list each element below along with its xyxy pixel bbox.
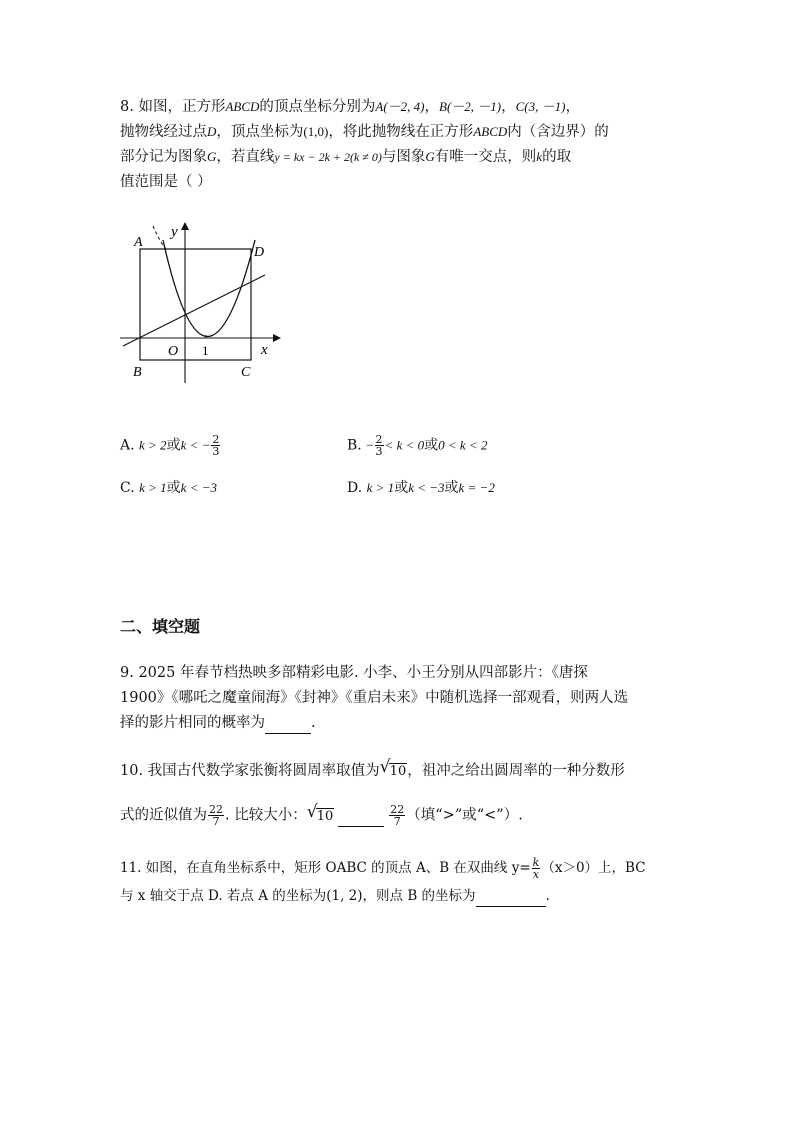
q9-line-2: 1900》《哪吒之魔童闹海》《封神》《重启未来》中随机选择一部观看，则两人选 <box>120 690 629 706</box>
label-c: C <box>241 365 251 380</box>
label-b: B <box>133 365 142 380</box>
q10-line-1: 10. 我国古代数学家张衡将圆周率取值为 √ 10，祖冲之给出圆周率的一种分数形 <box>120 761 625 782</box>
q8-line-2: 抛物线经过点D，顶点坐标为(1,0)，将此抛物线在正方形ABCD内（含边界）的 <box>120 124 609 140</box>
section-title: 二、填空题 <box>120 617 201 636</box>
answer-blank[interactable] <box>338 806 384 827</box>
sqrt-10: √ 10 <box>306 801 334 824</box>
option-b[interactable]: B. − $\frac{2}{3}$ < k < 0或0 < k < 2 <box>347 433 488 458</box>
answer-blank[interactable] <box>476 886 546 907</box>
x-axis-arrow <box>273 334 281 342</box>
option-a[interactable]: A. k > 2或k < − $\frac{2}{3}$ <box>120 433 220 458</box>
label-1: 1 <box>202 343 209 358</box>
coordinate-figure <box>115 218 285 383</box>
label-o: O <box>168 344 179 359</box>
q8-line-1: 8. 如图，正方形ABCD的顶点坐标分别为A(－2, 4)，B(－2, －1)，C(3, －1)， <box>120 99 580 115</box>
answer-blank[interactable] <box>265 713 311 734</box>
label-x: x <box>261 342 268 358</box>
option-c[interactable]: C. k > 1或k < −3 <box>120 480 217 496</box>
label-d: D <box>254 245 265 260</box>
line-kx <box>123 275 265 346</box>
q8-line-4: 值范围是（ ） <box>120 174 212 190</box>
fraction-22-7: $\frac{22}{7}$ <box>390 803 405 828</box>
sqrt-10: √ 10 <box>379 757 407 779</box>
parabola <box>163 240 255 337</box>
q9-line-1: 9. 2025 年春节档热映多部精彩电影. 小李、小王分别从四部影片：《唐探 <box>120 665 588 681</box>
fraction-22-7: $\frac{22}{7}$ <box>209 803 223 828</box>
fraction-two-thirds: $\frac{2}{3}$ <box>375 433 383 458</box>
q11-line-1: 11. 如图，在直角坐标系中，矩形 OABC 的顶点 A、B 在双曲线 y= $\frac{k}{x}$ （x＞0）上，BC <box>120 856 646 881</box>
q9-line-3: 择的影片相同的概率为 . <box>120 713 316 734</box>
parabola-dashed <box>153 226 169 250</box>
q10-line-2: 式的近似值为 $\frac{22}{7}$ . 比较大小： √ 10 $\frac{22}{7}$ （填“>”或“<”）. <box>120 801 523 828</box>
label-y: y <box>171 224 178 240</box>
q8-line-3: 部分记为图象G，若直线y = kx − 2k + 2(k ≠ 0)与图象G有唯一交点，则k的取 <box>120 149 572 165</box>
fraction-k-x: $\frac{k}{x}$ <box>532 856 540 881</box>
label-a: A <box>134 235 143 250</box>
y-axis-arrow <box>181 222 189 230</box>
fraction-two-thirds: $\frac{2}{3}$ <box>212 433 220 458</box>
option-d[interactable]: D. k > 1或k < −3或k = −2 <box>347 480 495 496</box>
q11-line-2: 与 x 轴交于点 D. 若点 A 的坐标为(1, 2)，则点 B 的坐标为 . <box>120 886 550 907</box>
